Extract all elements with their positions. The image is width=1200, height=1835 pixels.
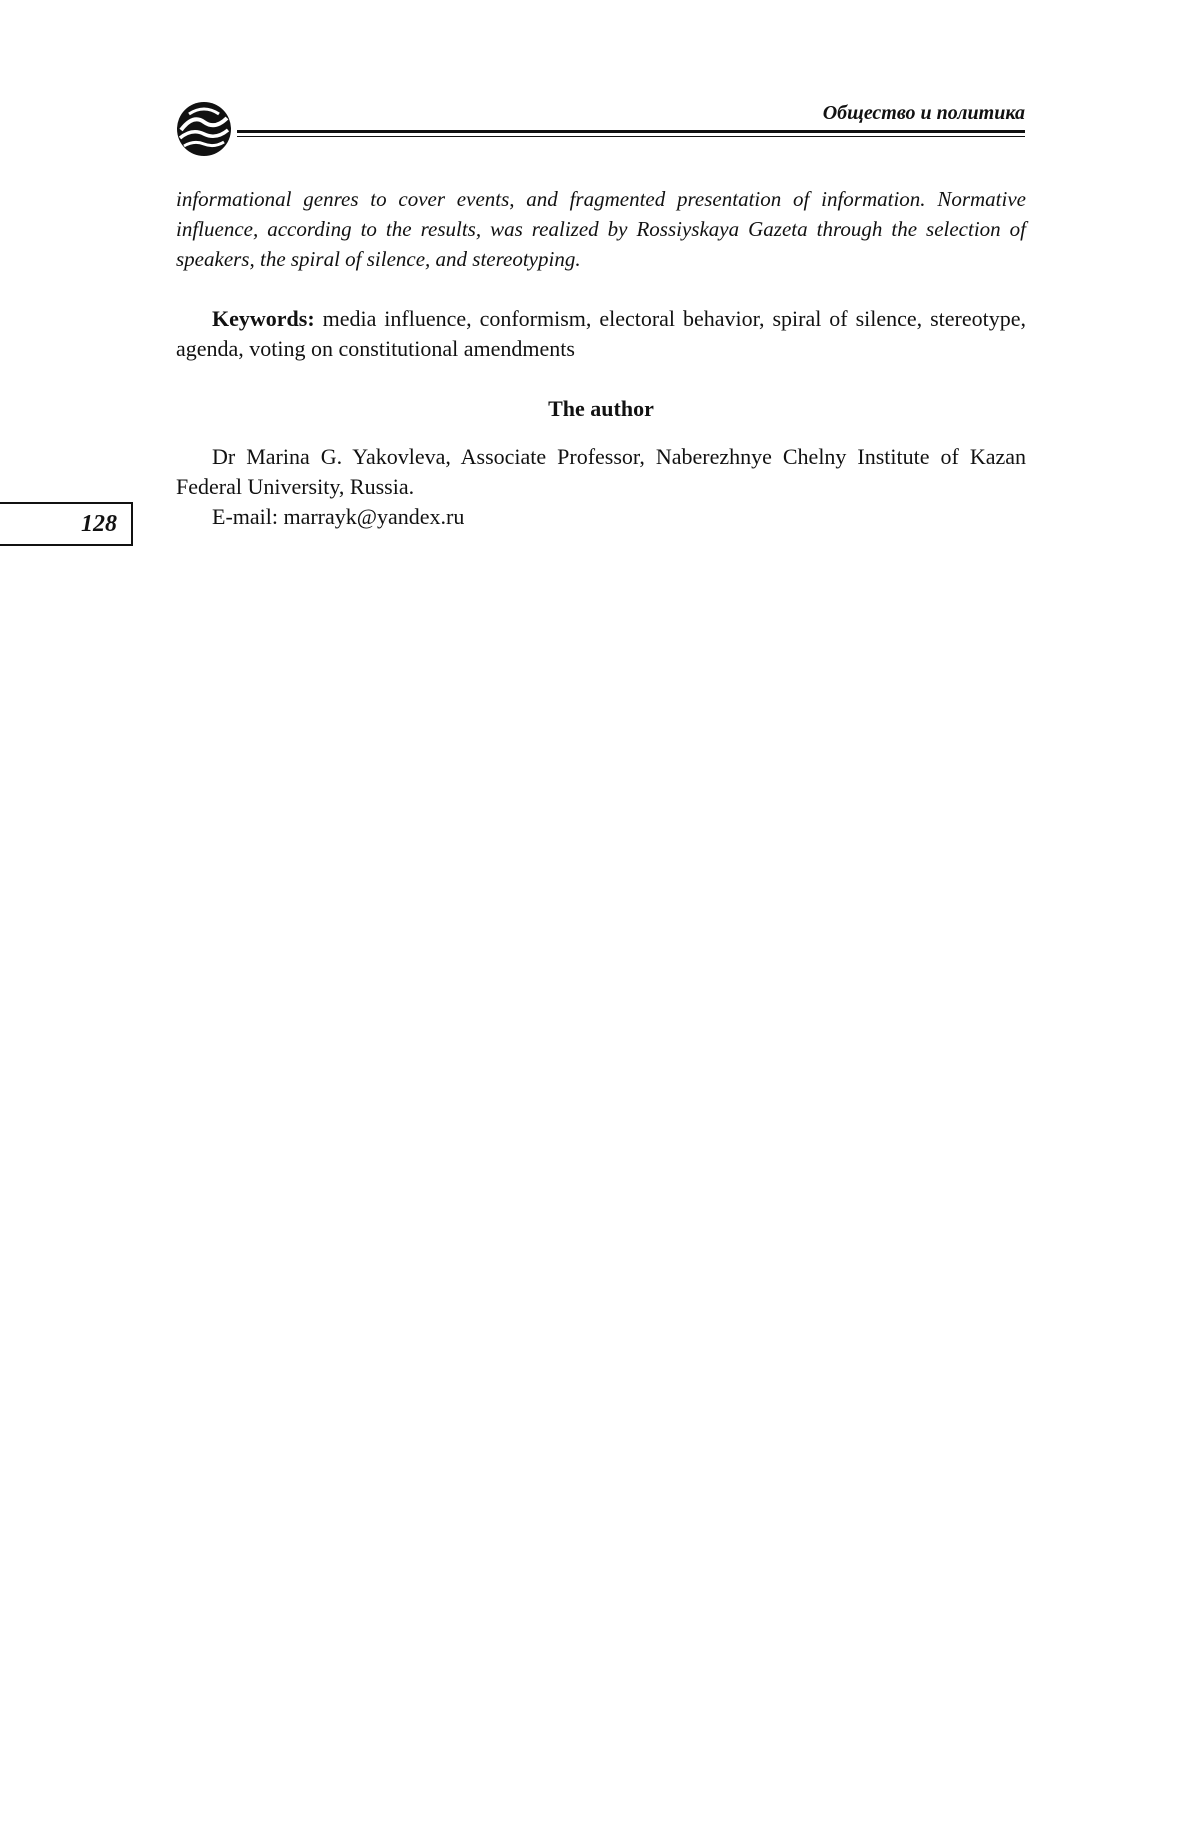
journal-wave-logo-icon: [175, 100, 233, 158]
keywords-label: Keywords:: [212, 306, 315, 331]
author-email: E-mail: marrayk@yandex.ru: [212, 504, 465, 529]
author-info: Dr Marina G. Yakovleva, Associate Professor, Naberezhnye Chelny Institute of Kazan Federal University, Russia.: [176, 444, 1026, 499]
page-header: [175, 100, 1025, 160]
page-content: [176, 184, 1026, 532]
author-section-title: The author: [548, 396, 654, 421]
header-rule-thick: [237, 130, 1025, 133]
abstract-continuation: informational genres to cover events, and fragmented presentation of information. Normative influence, according to the results, was realized by Rossiyskaya Gazeta through the selection of speakers, the spiral of silence, and stereotyping.: [176, 187, 1026, 271]
keywords-text: media influence, conformism, electoral behavior, spiral of silence, stereotype, agenda, voting on constitutional amendments: [176, 306, 1026, 361]
keywords-paragraph: [176, 304, 1026, 364]
running-head: Общество и политика: [822, 102, 1025, 124]
page-number: 128: [0, 502, 133, 546]
header-rule-thin: [237, 136, 1025, 137]
